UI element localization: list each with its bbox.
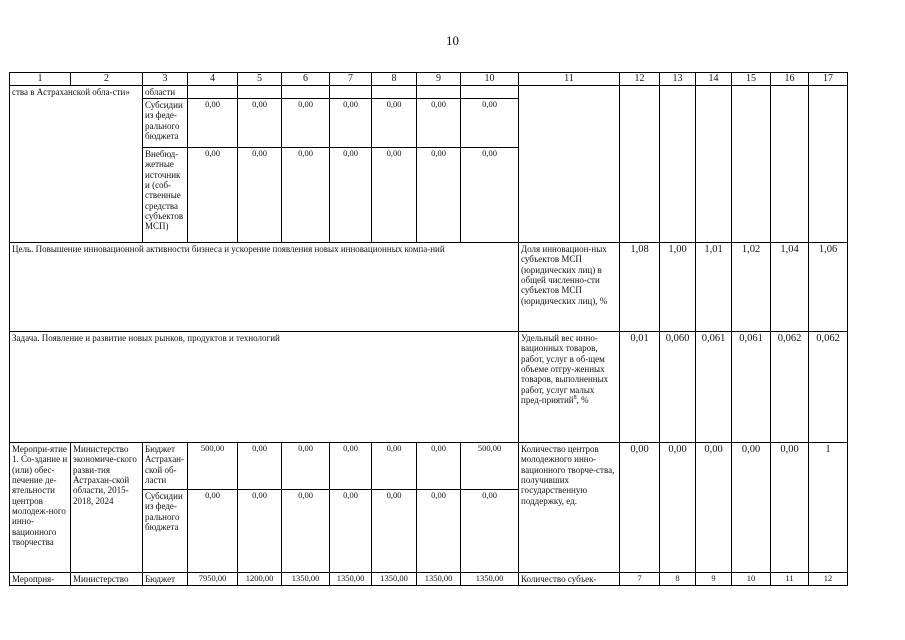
- indicator-value: 0,062: [809, 331, 848, 442]
- program-table: [9, 72, 848, 586]
- indicator-value: 0,062: [771, 331, 809, 442]
- indicator-value: 0,00: [620, 442, 660, 572]
- value-cell: 0,00: [461, 489, 519, 572]
- indicator-value: 1,08: [620, 242, 660, 331]
- indicator-value: 0,01: [620, 331, 660, 442]
- value-cell: 1350,00: [461, 572, 519, 585]
- value-cell: 500,00: [188, 442, 238, 489]
- col-header: 4: [188, 73, 238, 86]
- col-header: 5: [238, 73, 282, 86]
- measure-row: [10, 572, 848, 585]
- value-cell: 1350,00: [330, 572, 372, 585]
- task-text: Задача. Появление и развитие новых рынков, продуктов и технологий: [10, 331, 519, 442]
- measure-name: Меропри-ятие 1. Со-здание и (или) обес-печение де-ятельности центров молодеж-ного инно-вационного творчества: [10, 442, 71, 572]
- indicator-text: Удельный вес инно-вационных товаров, работ, услуг в об-щем объеме отгру-женных товаров, выполненных работ, услуг малых пред-приятий: [521, 332, 609, 405]
- footnote-mark: 8: [573, 394, 577, 401]
- col-header: 2: [71, 73, 143, 86]
- value-cell: 1200,00: [238, 572, 282, 585]
- measure-name: Меропрня-: [10, 572, 71, 585]
- indicator-value: 12: [809, 572, 848, 585]
- source-cell: области: [143, 85, 188, 98]
- event-name-cell: ства в Астраханской обла-сти»: [10, 85, 143, 242]
- value-cell: 0,00: [330, 442, 372, 489]
- indicator-value: 1,00: [660, 242, 696, 331]
- col-header: 1: [10, 73, 71, 86]
- indicator-value: 0,060: [660, 331, 696, 442]
- value-cell: 0,00: [238, 98, 282, 147]
- indicator-value: 0,061: [696, 331, 732, 442]
- indicator-cell: Доля инновацион-ных субъектов МСП (юридических лиц) в общей численно-сти субъектов МСП (юридических лиц), %: [519, 242, 620, 331]
- value-cell: 0,00: [238, 442, 282, 489]
- indicator-value: 1,02: [732, 242, 771, 331]
- value-cell: 7950,00: [188, 572, 238, 585]
- indicator-value: 1,06: [809, 242, 848, 331]
- indicator-value: 1,04: [771, 242, 809, 331]
- indicator-value: 8: [660, 572, 696, 585]
- executor-cell: Министерство экономиче-ского разви-тия Астрахан-ской области, 2015-2018, 2024: [71, 442, 143, 572]
- indicator-value: 0,00: [732, 442, 771, 572]
- value-cell: 0,00: [330, 98, 372, 147]
- value-cell: 0,00: [238, 489, 282, 572]
- col-header: 9: [417, 73, 461, 86]
- header-row: [10, 73, 848, 86]
- indicator-value: 0,061: [732, 331, 771, 442]
- value-cell: 0,00: [372, 489, 417, 572]
- source-cell: Бюджет Астрахан-ской об-ласти: [143, 442, 188, 489]
- value-cell: 0,00: [188, 147, 238, 242]
- source-cell: Бюджет: [143, 572, 188, 585]
- indicator-value: 0,00: [696, 442, 732, 572]
- indicator-value: 7: [620, 572, 660, 585]
- source-cell: Субсидии из феде-рального бюджета: [143, 489, 188, 572]
- value-cell: 0,00: [461, 98, 519, 147]
- value-cell: 1350,00: [372, 572, 417, 585]
- value-cell: 1350,00: [282, 572, 330, 585]
- value-cell: 0,00: [417, 489, 461, 572]
- indicator-value: 1: [809, 442, 848, 572]
- col-header: 11: [519, 73, 620, 86]
- indicator-value: 0,00: [660, 442, 696, 572]
- indicator-value: 9: [696, 572, 732, 585]
- value-cell: 500,00: [461, 442, 519, 489]
- value-cell: 0,00: [417, 147, 461, 242]
- indicator-cell: [519, 85, 620, 242]
- indicator-value: 0,00: [771, 442, 809, 572]
- task-row: [10, 331, 848, 442]
- col-header: 14: [696, 73, 732, 86]
- indicator-cell: Количество субъек-: [519, 572, 620, 585]
- value-cell: 0,00: [282, 98, 330, 147]
- value-cell: 0,00: [188, 98, 238, 147]
- value-cell: 0,00: [188, 489, 238, 572]
- value-cell: 0,00: [282, 442, 330, 489]
- source-cell: Субсидии из феде-рального бюджета: [143, 98, 188, 147]
- value-cell: 0,00: [282, 147, 330, 242]
- value-cell: 0,00: [330, 147, 372, 242]
- col-header: 13: [660, 73, 696, 86]
- indicator-value: 1,01: [696, 242, 732, 331]
- indicator-unit: , %: [576, 394, 589, 405]
- col-header: 17: [809, 73, 848, 86]
- value-cell: 0,00: [372, 147, 417, 242]
- value-cell: 0,00: [461, 147, 519, 242]
- indicator-cell: Количество центров молодежного инно-вационного творче-ства, получивших государственную поддержку, ед.: [519, 442, 620, 572]
- value-cell: 1350,00: [417, 572, 461, 585]
- col-header: 3: [143, 73, 188, 86]
- value-cell: 0,00: [372, 98, 417, 147]
- measure-row: [10, 442, 848, 489]
- col-header: 10: [461, 73, 519, 86]
- executor-cell: Министерство: [71, 572, 143, 585]
- value-cell: 0,00: [417, 442, 461, 489]
- col-header: 12: [620, 73, 660, 86]
- table-row: [10, 85, 848, 98]
- col-header: 8: [372, 73, 417, 86]
- col-header: 6: [282, 73, 330, 86]
- goal-row: [10, 242, 848, 331]
- col-header: 16: [771, 73, 809, 86]
- col-header: 7: [330, 73, 372, 86]
- value-cell: 0,00: [330, 489, 372, 572]
- value-cell: 0,00: [372, 442, 417, 489]
- source-cell: Внебюд-жетные источники (соб-ственные средства субъектов МСП): [143, 147, 188, 242]
- page-number: 10: [446, 33, 459, 48]
- col-header: 15: [732, 73, 771, 86]
- value-cell: 0,00: [282, 489, 330, 572]
- indicator-value: 11: [771, 572, 809, 585]
- indicator-cell: [519, 331, 620, 442]
- goal-text: Цель. Повышение инновационной активности бизнеса и ускорение появления новых инновационных компа-ний: [10, 242, 519, 331]
- value-cell: 0,00: [417, 98, 461, 147]
- indicator-value: 10: [732, 572, 771, 585]
- value-cell: 0,00: [238, 147, 282, 242]
